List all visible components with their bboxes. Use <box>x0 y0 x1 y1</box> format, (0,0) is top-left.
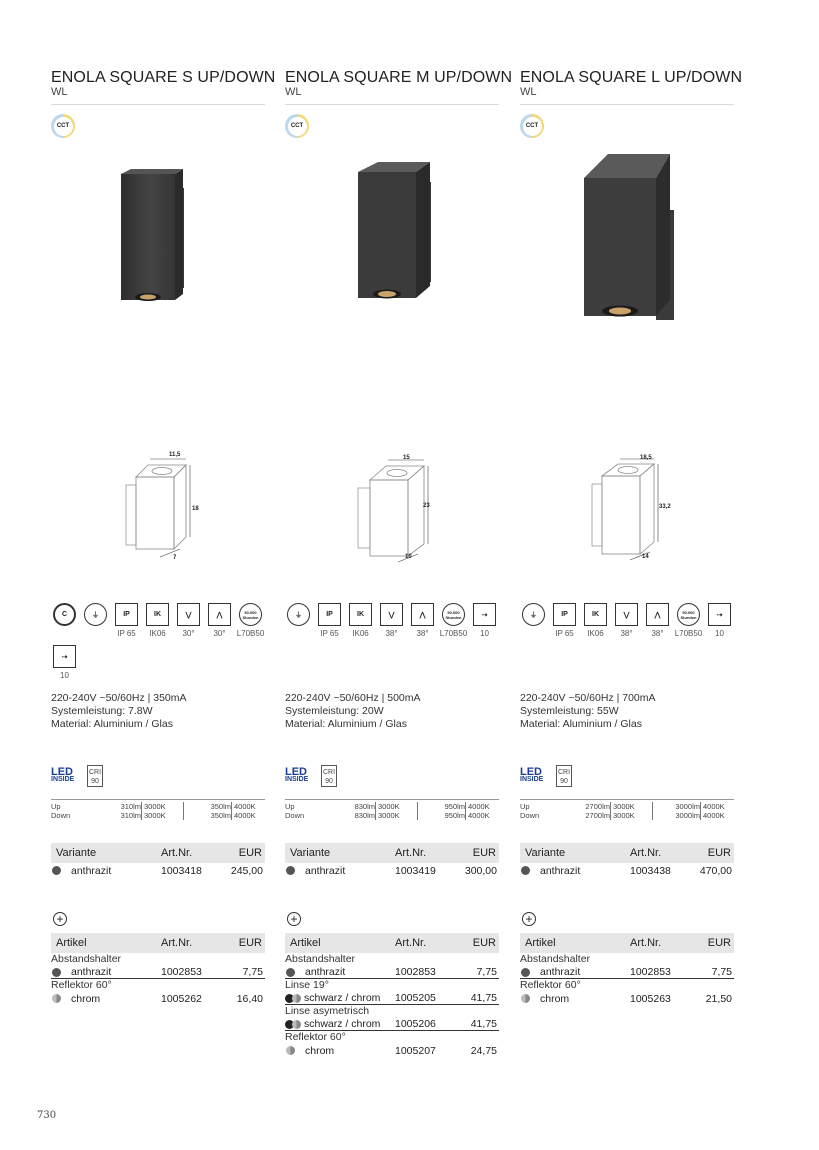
lumen-row-up: Up 830lm 3000K 950lm 4000K <box>285 802 499 811</box>
color-swatch <box>521 968 530 977</box>
dim-height-s: 18 <box>192 506 199 512</box>
product-subtitle: WL <box>51 86 68 98</box>
color-swatch <box>521 866 530 875</box>
cct-icon: CCT <box>520 114 544 138</box>
color-swatch <box>52 968 61 977</box>
accessory-row: chrom 1005263 21,50 <box>520 992 734 1005</box>
lumen-row-down: Down 2700lm 3000K 3000lm 4000K <box>520 811 734 820</box>
variant-table-s <box>51 843 265 877</box>
ik-rating-icon: IK IK06 <box>142 603 173 643</box>
chrome-swatch <box>521 994 530 1003</box>
product-subtitle: WL <box>285 86 302 98</box>
accessory-group: Reflektor 60° <box>285 1031 346 1043</box>
dim-height-l: 33,2 <box>659 504 671 510</box>
ik-rating-icon: IK IK06 <box>345 603 376 643</box>
variant-row: anthrazit 1003419 300,00 <box>285 864 499 877</box>
product-photo-m <box>352 160 437 305</box>
accessory-group: Abstandshalter <box>51 953 122 965</box>
lumen-table-s <box>51 799 265 820</box>
earth-ground-icon: ⏚ <box>80 603 111 643</box>
accessory-group: Reflektor 60° <box>520 979 581 991</box>
accessory-group: Linse 19° <box>285 979 329 991</box>
beam-angle-up-icon: ⋁ 38° <box>376 603 407 643</box>
earth-ground-icon: ⏚ <box>283 603 314 643</box>
accessory-row: anthrazit 1002853 7,75 <box>520 966 734 979</box>
product-column-l <box>520 68 743 138</box>
beam-angle-down-icon: ⋀ 38° <box>407 603 438 643</box>
accessories-plus-icon: + <box>53 912 67 926</box>
lifetime-hours-icon: 50.000 Stunden L70B50 <box>235 603 266 643</box>
accessory-table-m <box>285 933 499 1057</box>
dimension-drawing-m <box>352 458 442 568</box>
earth-ground-icon: ⏚ <box>518 603 549 643</box>
black-chrome-swatch <box>285 994 301 1003</box>
specs-m: 220-240V ~50/60Hz | 500mA Systemleistung: 20W Material: Aluminium / Glas <box>285 692 421 730</box>
dim-depth-l: 14 <box>642 554 649 560</box>
ik-rating-icon: IK IK06 <box>580 603 611 643</box>
accessory-row: chrom 1005262 16,40 <box>51 992 265 1005</box>
product-column-s <box>51 68 276 138</box>
cri-badge: CRI 90 <box>321 765 337 787</box>
accessory-table-l <box>520 933 734 1005</box>
feature-icons-l <box>518 603 738 643</box>
led-cri-s <box>51 765 103 787</box>
accessories-plus-icon: + <box>287 912 301 926</box>
led-cri-m <box>285 765 337 787</box>
accessory-row: anthrazit 1002853 7,75 <box>51 966 265 979</box>
lumen-row-up: Up 310lm 3000K 350lm 4000K <box>51 802 265 811</box>
variant-row: anthrazit 1003438 470,00 <box>520 864 734 877</box>
title-divider <box>520 104 734 105</box>
product-column-m <box>285 68 513 138</box>
lumen-table-l <box>520 799 734 820</box>
dim-height-m: 23 <box>423 503 430 509</box>
cct-icon: CCT <box>285 114 309 138</box>
accessory-group: Reflektor 60° <box>51 979 112 991</box>
accessory-header: Artikel Art.Nr. EUR <box>51 933 265 953</box>
beam-angle-down-icon: ⋀ 30° <box>204 603 235 643</box>
title-divider <box>285 104 499 105</box>
color-swatch <box>52 866 61 875</box>
cri-badge: CRI 90 <box>556 765 572 787</box>
led-inside-logo: LED INSIDE <box>520 766 544 783</box>
distance-icon: ⇢ 10 <box>49 645 80 685</box>
variant-header: Variante Art.Nr. EUR <box>520 843 734 863</box>
variant-row: anthrazit 1003418 245,00 <box>51 864 265 877</box>
accessory-group: Abstandshalter <box>285 953 356 965</box>
feature-icons-s <box>49 603 269 685</box>
lumen-table-m <box>285 799 499 820</box>
product-title: ENOLA SQUARE L UP/DOWN <box>520 69 743 86</box>
dim-width-l: 18,5 <box>640 455 652 461</box>
cri-badge: CRI 90 <box>87 765 103 787</box>
specs-l: 220-240V ~50/60Hz | 700mA Systemleistung: 55W Material: Aluminium / Glas <box>520 692 656 730</box>
black-chrome-swatch <box>285 1020 301 1029</box>
ip-rating-icon: IP IP 65 <box>314 603 345 643</box>
chrome-swatch <box>286 1046 295 1055</box>
accessories-plus-icon: + <box>522 912 536 926</box>
accessory-row: schwarz / chrom 1005206 41,75 <box>285 1018 499 1031</box>
lifetime-hours-icon: 50.000 Stunden L70B50 <box>438 603 469 643</box>
title-divider <box>51 104 265 105</box>
distance-icon: ⇢ 10 <box>704 603 735 643</box>
chrome-swatch <box>52 994 61 1003</box>
accessory-row: chrom 1005207 24,75 <box>285 1044 499 1057</box>
product-photo-l <box>578 150 678 322</box>
ip-rating-icon: IP IP 65 <box>549 603 580 643</box>
dim-width-m: 15 <box>403 455 410 461</box>
product-title: ENOLA SQUARE S UP/DOWN <box>51 69 276 86</box>
dimension-drawing-l <box>588 458 678 568</box>
dim-depth-s: 7 <box>173 555 177 561</box>
product-subtitle: WL <box>520 86 537 98</box>
accessory-table-s <box>51 933 265 1005</box>
distance-icon: ⇢ 10 <box>469 603 500 643</box>
variant-header: Variante Art.Nr. EUR <box>285 843 499 863</box>
lifetime-hours-icon: 50.000 Stunden L70B50 <box>673 603 704 643</box>
led-cri-l <box>520 765 572 787</box>
product-title: ENOLA SQUARE M UP/DOWN <box>285 69 513 86</box>
variant-header: Variante Art.Nr. EUR <box>51 843 265 863</box>
dim-width-s: 11,5 <box>169 452 181 458</box>
beam-angle-down-icon: ⋀ 38° <box>642 603 673 643</box>
color-swatch <box>286 866 295 875</box>
variant-table-m <box>285 843 499 877</box>
variant-table-l <box>520 843 734 877</box>
color-swatch <box>286 968 295 977</box>
dim-depth-m: 10 <box>405 554 412 560</box>
lumen-row-up: Up 2700lm 3000K 3000lm 4000K <box>520 802 734 811</box>
specs-s: 220-240V ~50/60Hz | 350mA Systemleistung: 7.8W Material: Aluminium / Glas <box>51 692 187 730</box>
lumen-row-down: Down 830lm 3000K 950lm 4000K <box>285 811 499 820</box>
lumen-row-down: Down 310lm 3000K 350lm 4000K <box>51 811 265 820</box>
page-number: 730 <box>37 1110 57 1121</box>
accessory-group: Linse asymetrisch <box>285 1005 370 1017</box>
beam-angle-up-icon: ⋁ 30° <box>173 603 204 643</box>
accessory-row: schwarz / chrom 1005205 41,75 <box>285 992 499 1005</box>
beam-angle-up-icon: ⋁ 38° <box>611 603 642 643</box>
led-inside-logo: LED INSIDE <box>51 766 75 783</box>
feature-icons-m <box>283 603 503 643</box>
accessory-header: Artikel Art.Nr. EUR <box>285 933 499 953</box>
protection-class-icon: C <box>49 603 80 643</box>
accessory-row: anthrazit 1002853 7,75 <box>285 966 499 979</box>
led-inside-logo: LED INSIDE <box>285 766 309 783</box>
product-photo-s <box>115 168 190 308</box>
ip-rating-icon: IP IP 65 <box>111 603 142 643</box>
cct-icon: CCT <box>51 114 75 138</box>
accessory-header: Artikel Art.Nr. EUR <box>520 933 734 953</box>
accessory-group: Abstandshalter <box>520 953 591 965</box>
